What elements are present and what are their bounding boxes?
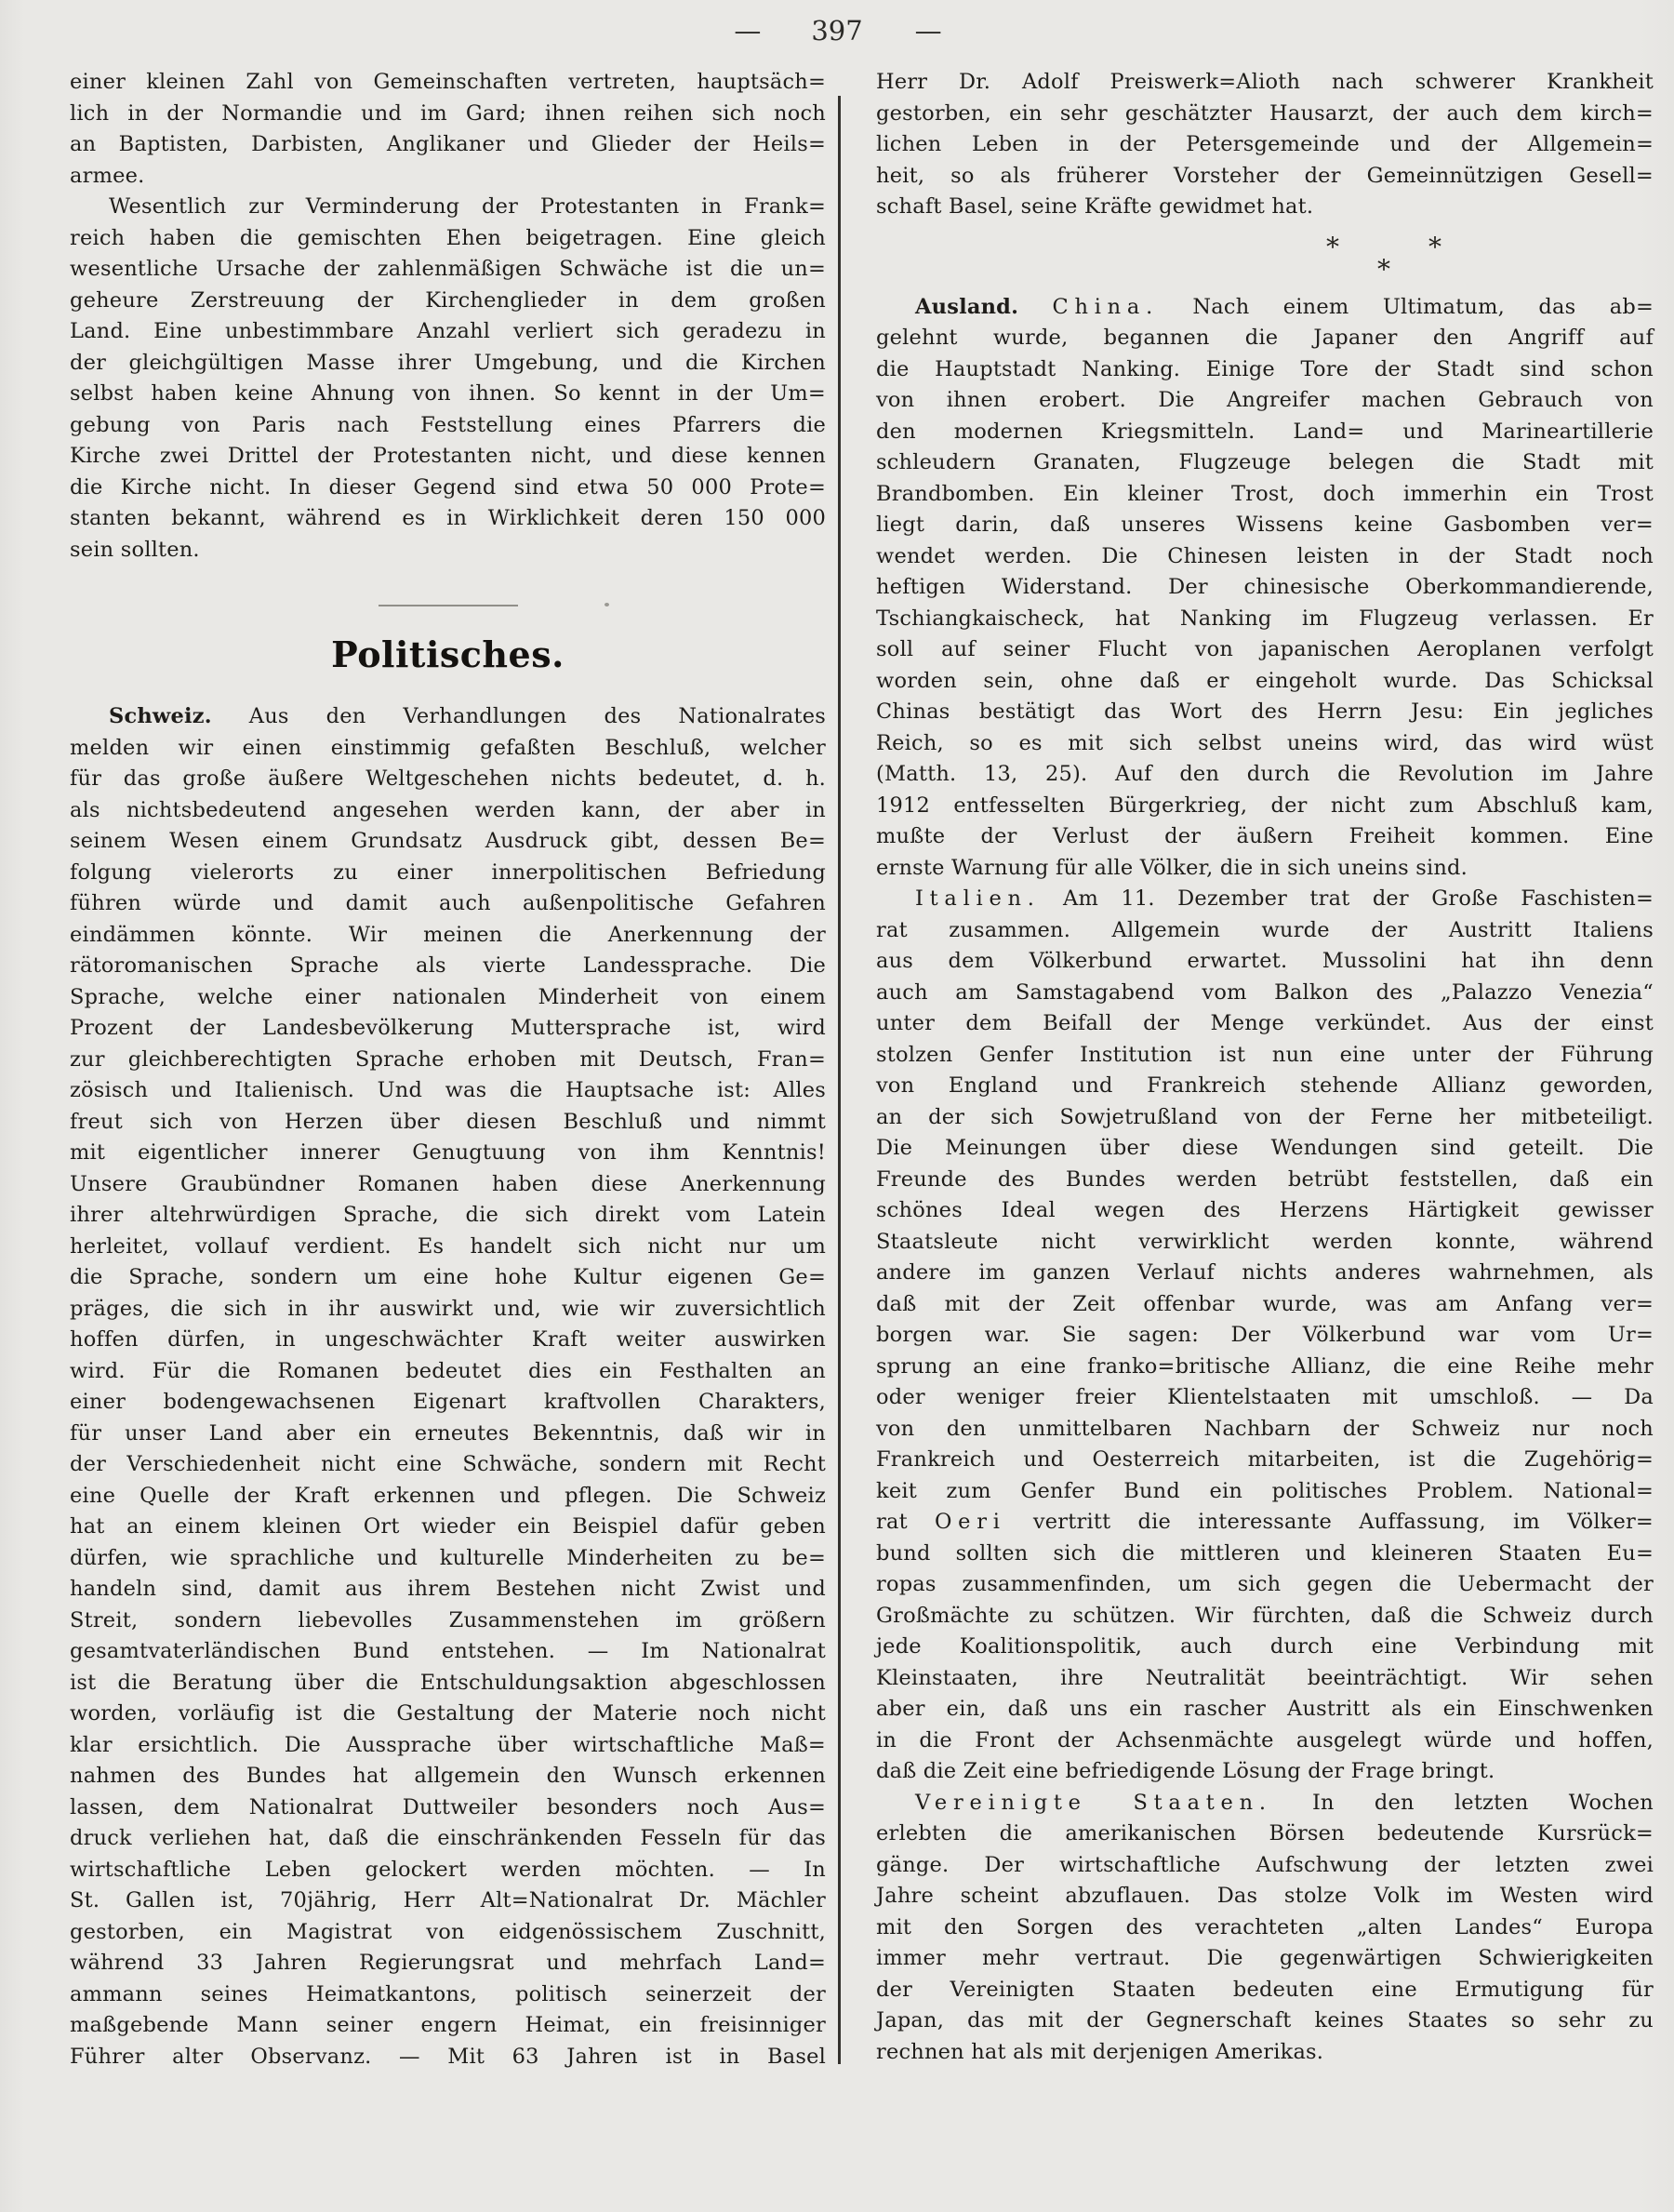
text-line: keit zum Genfer Bund ein politisches Problem. National= — [876, 1478, 1654, 1503]
text-line: nahmen des Bundes hat allgemein den Wunsch erkennen — [70, 1764, 826, 1788]
asterisk-icon: * — [1428, 231, 1442, 262]
text-line: der gleichgültigen Masse ihrer Umgebung, und die Kirchen — [70, 350, 826, 375]
text-line: aber ein, daß uns ein rascher Austritt als ein Einschwenken — [876, 1697, 1654, 1721]
text-line: schaft Basel, seine Kräfte gewidmet hat. — [876, 194, 1314, 219]
text-line: ernste Warnung für alle Völker, die in sich uneins sind. — [876, 855, 1468, 880]
text-line: die Kirche nicht. In dieser Gegend sind etwa 50 000 Prote= — [70, 474, 826, 500]
text-line: gestorben, ein Magistrat von eidgenössischem Zuschnitt, — [70, 1919, 826, 1944]
text-line: sein sollten. — [70, 537, 200, 562]
text-line: der Verschiedenheit nicht eine Schwäche, sondern mit Recht — [70, 1452, 826, 1476]
text-line: rechnen hat als mit derjenigen Amerikas. — [876, 2039, 1324, 2064]
text-line: auch am Samstagabend vom Balkon des „Palazzo Venezia“ — [876, 979, 1654, 1005]
text-line: klar ersichtlich. Die Aussprache über wirtschaftliche Maß= — [70, 1732, 826, 1757]
text-line: Kleinstaaten, ihre Neutralität beeinträchtigt. Wir sehen — [876, 1665, 1654, 1690]
asterism-divider — [995, 231, 1674, 285]
header-dash-left: — — [734, 15, 760, 47]
text-line: herleitet, vollauf verdient. Es handelt sich nicht nur um — [70, 1233, 826, 1259]
header-dash-right: — — [914, 15, 940, 47]
text-line: lich in der Normandie und im Gard; ihnen reihen sich noch — [70, 100, 826, 126]
text-line: maßgebende Mann seiner engern Heimat, ein freisinniger — [70, 2013, 826, 2037]
text-line: Sprache, welche einer nationalen Minderheit von einem — [70, 984, 826, 1009]
text-line: wirtschaftliche Leben gelockert werden möchten. — In — [70, 1857, 826, 1882]
text-line: ammann seines Heimatkantons, politisch seinerzeit der — [70, 1981, 826, 2006]
text-line: aus dem Völkerbund erwartet. Mussolini hat ihn denn — [876, 949, 1654, 973]
text-line: als nichtsbedeutend angesehen werden kann, der aber in — [70, 797, 826, 822]
text-line: gänge. Der wirtschaftliche Aufschwung der letzten zwei — [876, 1852, 1654, 1877]
text-line: druck verliehen hat, daß die einschränkenden Fesseln für das — [70, 1826, 826, 1850]
text-line: handeln sind, damit aus ihrem Bestehen nicht Zwist und — [70, 1577, 826, 1601]
letterspaced-text: Oeri — [934, 1510, 1006, 1534]
text-line: unter dem Beifall der Menge verkündet. Aus der einst — [876, 1011, 1654, 1035]
text-line: ihrer altehrwürdigen Sprache, die sich direkt vom Latein — [70, 1203, 826, 1227]
text-line: hoffen dürfen, in ungeschwächter Kraft weiter auswirken — [70, 1327, 826, 1352]
scan-speck — [604, 603, 609, 606]
text-line: stolzen Genfer Institution ist nun eine unter der Führung — [876, 1042, 1654, 1067]
text-line: gesamtvaterländischen Bund entstehen. — Im Nationalrat — [70, 1639, 826, 1663]
text-line: daß mit der Zeit offenbar wurde, was am Anfang ver= — [876, 1291, 1654, 1316]
column-divider-rule — [838, 96, 841, 2064]
text-line: erlebten die amerikanischen Börsen bedeutende Kursrück= — [876, 1821, 1654, 1846]
text-line: schönes Ideal wegen des Herzens Härtigkeit gewisser — [876, 1198, 1654, 1222]
text-line: Großmächte zu schützen. Wir fürchten, daß die Schweiz durch — [876, 1603, 1654, 1628]
text-line: Unsere Graubündner Romanen haben diese Anerkennung — [70, 1171, 826, 1196]
text-line: an der sich Sowjetrußland von der Ferne her mitbeteiligt. — [876, 1104, 1654, 1129]
text-line: andere im ganzen Verlauf nichts anderes wahrnehmen, als — [876, 1260, 1654, 1285]
text-line: geheure Zerstreuung der Kirchenglieder in dem großen — [70, 287, 826, 313]
section-heading-politisches: Politisches. — [331, 633, 565, 675]
text-line: Kirche zwei Drittel der Protestanten nicht, und diese kennen — [70, 444, 826, 468]
text-line: heit, so als früherer Vorsteher der Gemeinnützigen Gesell= — [876, 163, 1654, 188]
text-line: gestorben, ein sehr geschätzter Hausarzt, der auch dem kirch= — [876, 100, 1654, 126]
text-line: Freunde des Bundes werden betrübt feststellen, daß ein — [876, 1166, 1654, 1192]
text-line: liegt darin, daß unseres Wissens keine Gasbomben ver= — [876, 513, 1654, 537]
text-line: Tschiangkaischeck, hat Nanking im Flugzeug verlassen. Er — [876, 606, 1654, 631]
text-line: schleudern Granaten, Flugzeuge belegen die Stadt mit — [876, 450, 1654, 474]
text-line: für unser Land aber ein erneutes Bekenntnis, daß wir in — [70, 1420, 826, 1446]
text-line: führen würde und damit auch außenpolitische Gefahren — [70, 891, 826, 915]
text-line: seinem Wesen einem Grundsatz Ausdruck gibt, dessen Be= — [70, 829, 826, 853]
paragraph — [876, 67, 1654, 223]
text-line: worden, vorläufig ist die Gestaltung der Materie noch nicht — [70, 1701, 826, 1726]
text-line: armee. — [70, 163, 145, 188]
right-column — [876, 67, 1654, 2068]
text-line: Reich, so es mit sich selbst uneins wird, das wird wüst — [876, 730, 1654, 755]
text-line: Jahre scheint abzuflauen. Das stolze Volk im Westen wird — [876, 1884, 1654, 1908]
text-line: stanten bekannt, während es in Wirklichkeit deren 150 000 — [70, 506, 826, 530]
text-line: wendet werden. Die Chinesen leisten in der Stadt noch — [876, 543, 1654, 568]
text-line: immer mehr vertraut. Die gegenwärtigen Schwierigkeiten — [876, 1946, 1654, 1970]
text-line: Führer alter Observanz. — Mit 63 Jahren ist in Basel — [70, 2044, 826, 2069]
text-line: die Sprache, sondern um eine hohe Kultur eigenen Ge= — [70, 1265, 826, 1289]
text-line: Streit, sondern liebevolles Zusammenstehen im größern — [70, 1607, 826, 1632]
text-line: Italien. Am 11. Dezember trat der Große Faschisten= — [915, 886, 1654, 911]
text-line: mit den Sorgen des verachteten „alten Landes“ Europa — [876, 1914, 1654, 1939]
bold-lead: Ausland. — [915, 294, 1019, 319]
text-line: mußte der Verlust der äußern Freiheit kommen. Eine — [876, 824, 1654, 848]
text-line: den modernen Kriegsmitteln. Land= und Marineartillerie — [876, 419, 1654, 444]
page-header — [0, 15, 1674, 47]
paragraph — [70, 67, 826, 192]
text-line: Brandbomben. Ein kleiner Trost, doch immerhin ein Trost — [876, 481, 1654, 506]
text-line: wesentliche Ursache der zahlenmäßigen Schwäche ist die un= — [70, 257, 826, 281]
section-divider-rule — [379, 605, 518, 606]
text-line: einer bodengewachsenen Eigenart kraftvollen Charakters, — [70, 1390, 826, 1414]
text-line: eine Quelle der Kraft erkennen und pflegen. Die Schweiz — [70, 1483, 826, 1508]
text-line: rätoromanischen Sprache als vierte Landessprache. Die — [70, 953, 826, 978]
text-line: lichen Leben in der Petersgemeinde und der Allgemein= — [876, 132, 1654, 156]
text-line: gebung von Paris nach Feststellung eines Pfarrers die — [70, 412, 826, 437]
text-line: selbst haben keine Ahnung von ihnen. So kennt in der Um= — [70, 381, 826, 406]
text-line: wird. Für die Romanen bedeutet dies ein Festhalten an — [70, 1358, 826, 1383]
text-line: daß die Zeit eine befriedigende Lösung der Frage bringt. — [876, 1759, 1495, 1783]
text-line: Japan, das mit der Gegnerschaft keines Staates so sehr zu — [876, 2008, 1654, 2032]
text-line: Herr Dr. Adolf Preiswerk=Alioth nach schwerer Krankheit — [876, 70, 1654, 94]
paragraph — [876, 1788, 1654, 2069]
asterisk-icon: * — [1326, 231, 1339, 262]
paragraph — [876, 292, 1654, 885]
text-line: präges, die sich in ihr auswirkt und, wie wir zuversichtlich — [70, 1296, 826, 1321]
text-line: Die Meinungen über diese Wendungen sind geteilt. Die — [876, 1136, 1654, 1160]
text-line: an Baptisten, Darbisten, Anglikaner und Glieder der Heils= — [70, 132, 826, 156]
text-line: bund sollten sich die mittleren und kleineren Staaten Eu= — [876, 1540, 1654, 1566]
text-line: von England und Frankreich stehende Allianz geworden, — [876, 1073, 1654, 1098]
text-line: Staatsleute nicht verwirklicht werden konnte, während — [876, 1229, 1654, 1254]
text-line: gelehnt wurde, begannen die Japaner den Angriff auf — [876, 326, 1654, 350]
text-line: zösisch und Italienisch. Und was die Hauptsache ist: Alles — [70, 1078, 826, 1102]
text-line: die Hauptstadt Nanking. Einige Tore der Stadt sind schon — [876, 356, 1654, 381]
text-line: ropas zusammenfinden, um sich gegen die Uebermacht der — [876, 1572, 1654, 1596]
text-line: Frankreich und Oesterreich mitarbeiten, ist die Zugehörig= — [876, 1447, 1654, 1472]
text-line: melden wir einen einstimmig gefaßten Beschluß, welcher — [70, 735, 826, 760]
text-line: zur gleichberechtigten Sprache erhoben mit Deutsch, Fran= — [70, 1046, 826, 1072]
text-line: Wesentlich zur Verminderung der Protestanten in Frank= — [109, 194, 826, 219]
text-line: freut sich von Herzen über diesen Beschluß und nimmt — [70, 1109, 826, 1134]
text-line: Prozent der Landesbevölkerung Muttersprache ist, wird — [70, 1016, 826, 1040]
text-line: Land. Eine unbestimmbare Anzahl verliert sich geradezu in — [70, 319, 826, 343]
paragraph — [876, 884, 1654, 1788]
text-line: St. Gallen ist, 70jährig, Herr Alt=Nationalrat Dr. Mächler — [70, 1888, 826, 1912]
text-line: dürfen, wie sprachliche und kulturelle Minderheiten zu be= — [70, 1545, 826, 1570]
letterspaced-text: Vereinigte Staaten. — [915, 1790, 1272, 1815]
text-line: Chinas bestätigt das Wort des Herrn Jesu: Ein jegliches — [876, 700, 1654, 724]
text-line: für das große äußere Weltgeschehen nichts bedeutet, d. h. — [70, 766, 826, 791]
asterism-top-row — [995, 231, 1674, 262]
letterspaced-text: Italien. — [915, 886, 1041, 911]
text-line: rat zusammen. Allgemein wurde der Austritt Italiens — [876, 917, 1654, 942]
text-line: von den unmittelbaren Nachbarn der Schweiz nur noch — [876, 1416, 1654, 1441]
page-number: 397 — [811, 15, 863, 47]
text-line: (Matth. 13, 25). Auf den durch die Revolution im Jahre — [876, 762, 1654, 786]
text-line: Schweiz. Aus den Verhandlungen des Nationalrates — [109, 704, 826, 728]
text-line: rat Oeri vertritt die interessante Auffassung, im Völker= — [876, 1510, 1654, 1534]
text-line: sprung an eine franko=britische Allianz, die eine Reihe mehr — [876, 1353, 1654, 1379]
text-line: borgen war. Sie sagen: Der Völkerbund war vom Ur= — [876, 1323, 1654, 1347]
text-line: mit eigentlicher innerer Genugtuung von ihm Kenntnis! — [70, 1140, 826, 1165]
left-column — [70, 67, 826, 2072]
text-line: ist die Beratung über die Entschuldungsaktion abgeschlossen — [70, 1670, 826, 1695]
text-line: lassen, dem Nationalrat Duttweiler besonders noch Aus= — [70, 1794, 826, 1819]
text-line: soll auf seiner Flucht von japanischen Aeroplanen verfolgt — [876, 637, 1654, 661]
paragraph — [70, 192, 826, 566]
text-line: eindämmen könnte. Wir meinen die Anerkennung der — [70, 922, 826, 947]
text-line: Vereinigte Staaten. In den letzten Wochen — [915, 1790, 1654, 1815]
paragraph — [70, 701, 826, 2072]
text-line: folgung vielerorts zu einer innerpolitischen Befriedung — [70, 859, 826, 885]
letterspaced-text: China. — [1052, 294, 1159, 319]
text-line: einer kleinen Zahl von Gemeinschaften vertreten, hauptsäch= — [70, 70, 826, 94]
text-line: der Vereinigten Staaten bedeuten eine Ermutigung für — [876, 1977, 1654, 2002]
text-line: heftigen Widerstand. Der chinesische Oberkommandierende, — [876, 575, 1654, 599]
text-line: Ausland. China. Nach einem Ultimatum, das ab= — [915, 294, 1654, 319]
asterisk-icon: * — [1377, 253, 1390, 285]
text-line: hat an einem kleinen Ort wieder ein Beispiel dafür geben — [70, 1514, 826, 1539]
text-line: von ihnen erobert. Die Angreifer machen Gebrauch von — [876, 388, 1654, 412]
text-line: während 33 Jahren Regierungsrat und mehrfach Land= — [70, 1951, 826, 1975]
bold-lead: Schweiz. — [109, 704, 212, 728]
text-line: jede Koalitionspolitik, auch durch eine Verbindung mit — [876, 1634, 1654, 1659]
text-line: oder weniger freier Klientelstaaten mit umschloß. — Da — [876, 1385, 1654, 1409]
text-line: in die Front der Achsenmächte ausgelegt würde und hoffen, — [876, 1727, 1654, 1752]
text-line: reich haben die gemischten Ehen beigetragen. Eine gleich — [70, 225, 826, 250]
text-line: 1912 entfesselten Bürgerkrieg, der nicht zum Abschluß kam, — [876, 793, 1654, 818]
text-line: worden sein, ohne daß er eingeholt wurde. Das Schicksal — [876, 668, 1654, 693]
